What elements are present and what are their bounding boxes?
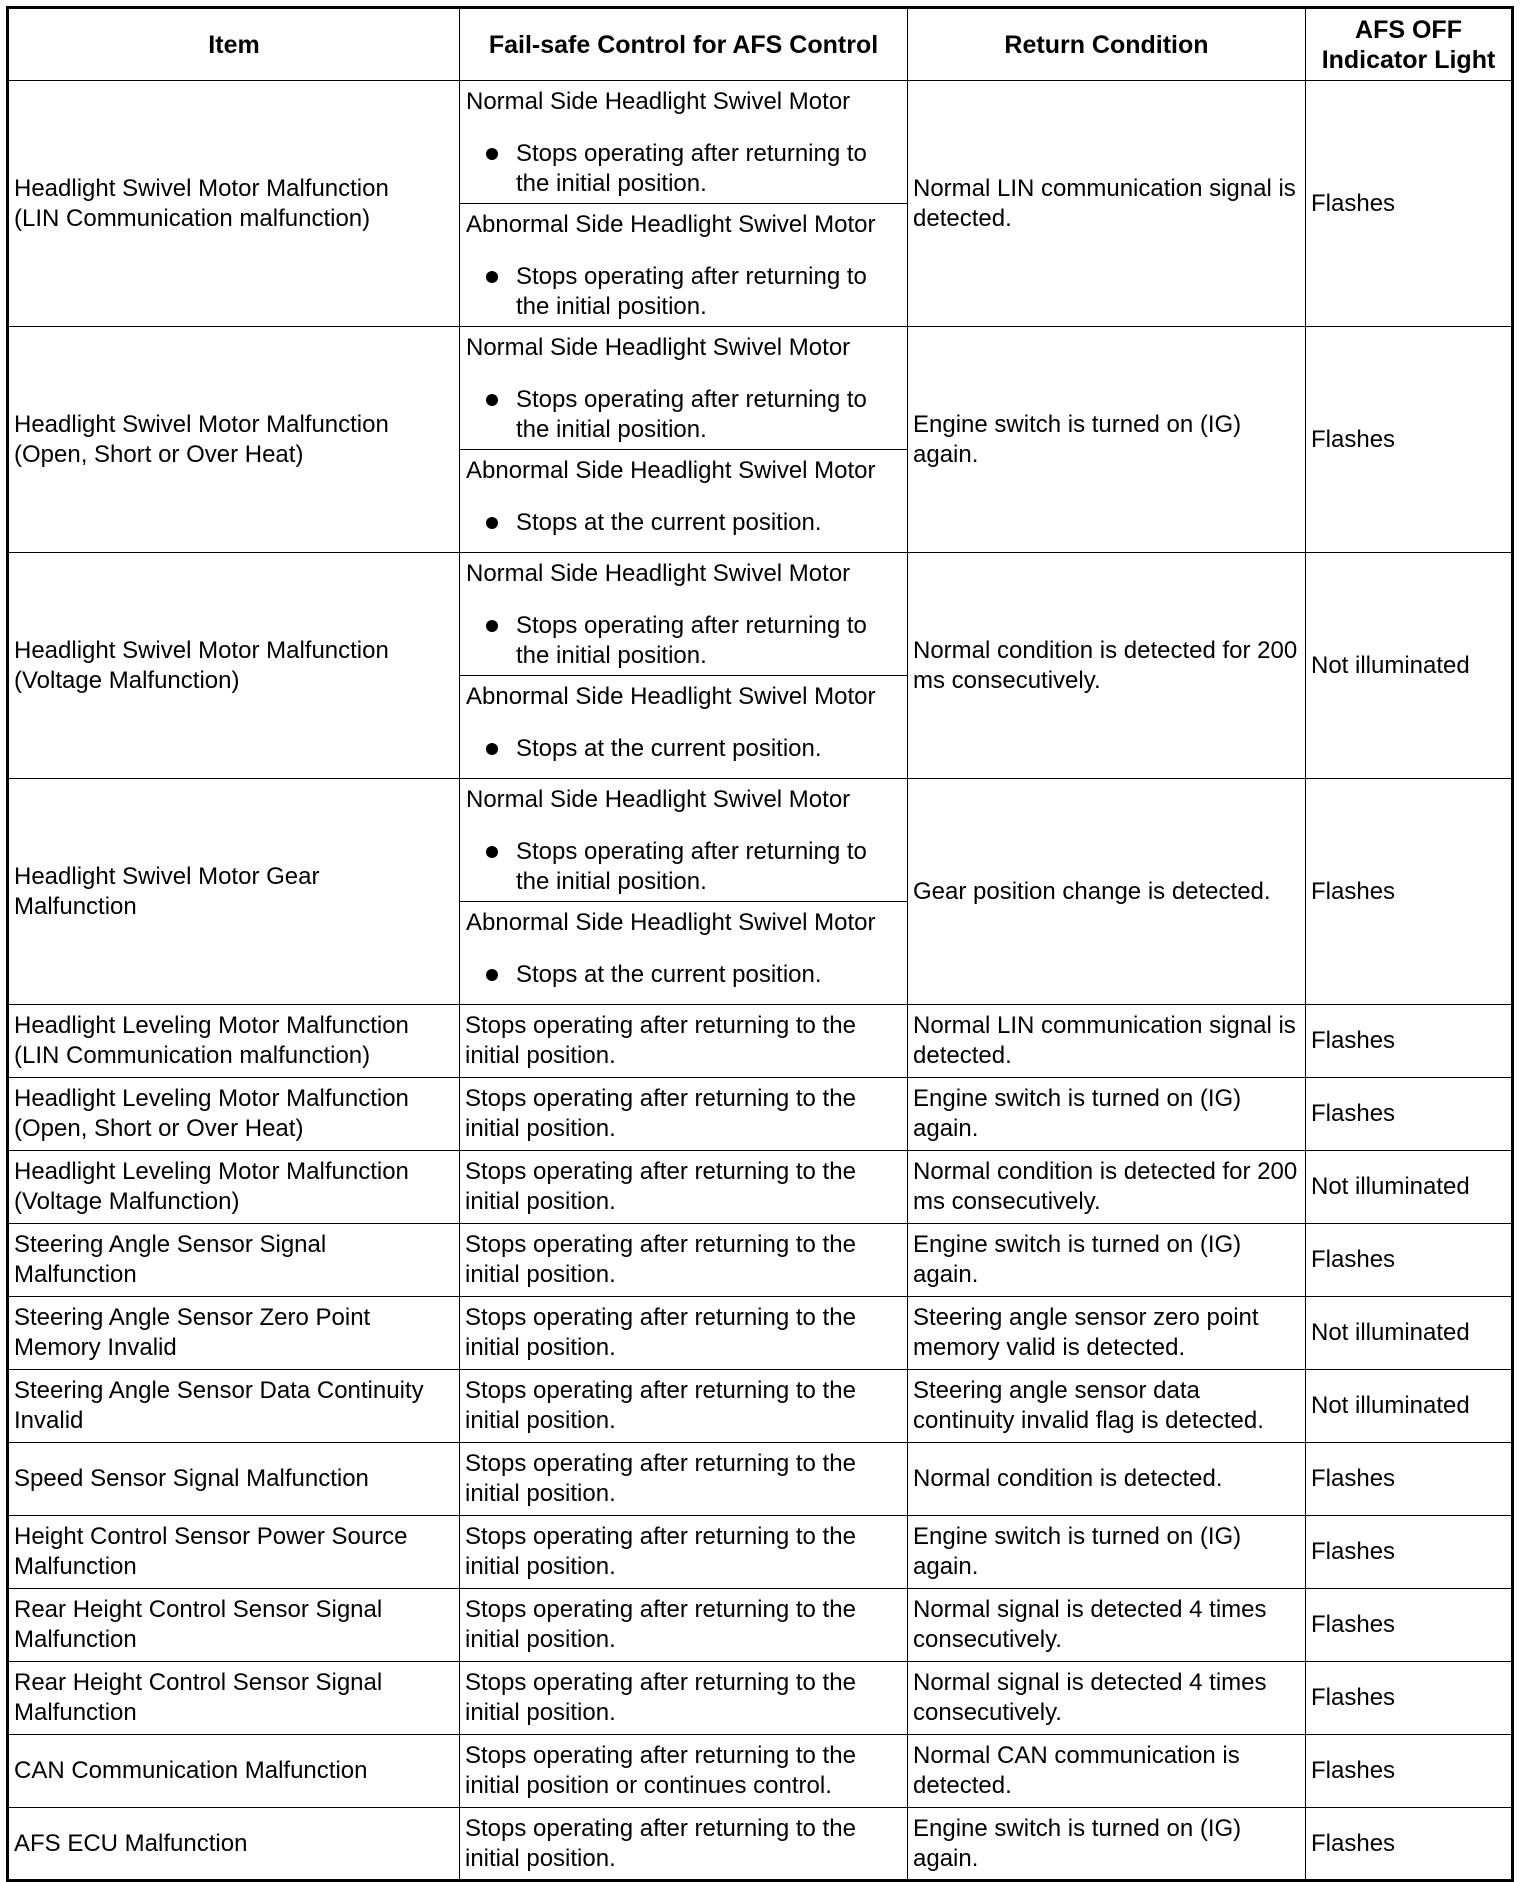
failsafe-cell: Stops operating after returning to the initial position or continues control. <box>460 1735 908 1808</box>
indicator-cell: Flashes <box>1306 81 1513 327</box>
return-cell: Normal CAN communication is detected. <box>908 1735 1306 1808</box>
item-cell <box>8 779 460 1005</box>
indicator-cell: Flashes <box>1306 1224 1513 1297</box>
bullet-icon <box>486 620 498 632</box>
item-line1: Headlight Swivel Motor Malfunction <box>14 410 389 438</box>
failsafe-table <box>6 6 1514 1882</box>
item-cell: Rear Height Control Sensor Signal Malfunction <box>8 1662 460 1735</box>
indicator-cell: Flashes <box>1306 1516 1513 1589</box>
item-line2: (Voltage Malfunction) <box>14 666 240 694</box>
abnormal-side-block <box>460 203 907 326</box>
header-indicator <box>1306 8 1513 81</box>
normal-side-title: Normal Side Headlight Swivel Motor <box>466 334 851 361</box>
header-indicator-line1: AFS OFF <box>1355 15 1462 44</box>
indicator-cell: Flashes <box>1306 327 1513 553</box>
normal-side-title: Normal Side Headlight Swivel Motor <box>466 88 851 115</box>
return-cell: Normal condition is detected for 200 ms consecutively. <box>908 553 1306 779</box>
return-cell: Normal condition is detected for 200 ms consecutively. <box>908 1151 1306 1224</box>
item-cell: Steering Angle Sensor Zero Point Memory Invalid <box>8 1297 460 1370</box>
table-row <box>8 1224 1513 1297</box>
return-cell: Engine switch is turned on (IG) again. <box>908 1808 1306 1881</box>
abnormal-side-block <box>460 449 907 552</box>
failsafe-cell <box>460 327 908 553</box>
header-item: Item <box>8 8 460 81</box>
bullet-icon <box>486 969 498 981</box>
indicator-cell: Flashes <box>1306 1735 1513 1808</box>
return-cell: Gear position change is detected. <box>908 779 1306 1005</box>
abnormal-side-title: Abnormal Side Headlight Swivel Motor <box>466 211 876 238</box>
indicator-cell: Flashes <box>1306 1078 1513 1151</box>
indicator-cell: Not illuminated <box>1306 1370 1513 1443</box>
indicator-cell: Flashes <box>1306 779 1513 1005</box>
abnormal-side-action: Stops operating after returning to the initial position. <box>516 263 867 320</box>
normal-side-block <box>460 779 907 901</box>
table-row <box>8 1370 1513 1443</box>
table-row <box>8 553 1513 779</box>
header-indicator-line2: Indicator Light <box>1321 45 1496 74</box>
bullet-icon <box>486 148 498 160</box>
item-cell: AFS ECU Malfunction <box>8 1808 460 1881</box>
item-cell: Steering Angle Sensor Signal Malfunction <box>8 1224 460 1297</box>
table-row <box>8 327 1513 553</box>
item-cell: CAN Communication Malfunction <box>8 1735 460 1808</box>
return-cell: Steering angle sensor data continuity invalid flag is detected. <box>908 1370 1306 1443</box>
indicator-cell: Flashes <box>1306 1808 1513 1881</box>
return-cell: Normal signal is detected 4 times consecutively. <box>908 1662 1306 1735</box>
normal-side-title: Normal Side Headlight Swivel Motor <box>466 560 851 587</box>
item-line1: Headlight Swivel Motor Gear <box>14 862 320 890</box>
normal-side-block <box>460 327 907 449</box>
return-cell: Engine switch is turned on (IG) again. <box>908 1516 1306 1589</box>
return-cell: Normal signal is detected 4 times consecutively. <box>908 1589 1306 1662</box>
abnormal-side-block <box>460 675 907 778</box>
table-row <box>8 1662 1513 1735</box>
return-cell: Steering angle sensor zero point memory valid is detected. <box>908 1297 1306 1370</box>
return-cell: Engine switch is turned on (IG) again. <box>908 327 1306 553</box>
table-row <box>8 1516 1513 1589</box>
item-cell: Speed Sensor Signal Malfunction <box>8 1443 460 1516</box>
item-cell: Headlight Leveling Motor Malfunction (Voltage Malfunction) <box>8 1151 460 1224</box>
failsafe-cell: Stops operating after returning to the initial position. <box>460 1370 908 1443</box>
failsafe-cell <box>460 553 908 779</box>
item-cell <box>8 81 460 327</box>
abnormal-side-action: Stops at the current position. <box>516 961 822 988</box>
table-row <box>8 1735 1513 1808</box>
normal-side-title: Normal Side Headlight Swivel Motor <box>466 786 851 813</box>
table-row <box>8 1078 1513 1151</box>
return-cell: Normal LIN communication signal is detected. <box>908 81 1306 327</box>
header-return-condition: Return Condition <box>908 8 1306 81</box>
item-line1: Headlight Swivel Motor Malfunction <box>14 174 389 202</box>
item-cell: Headlight Leveling Motor Malfunction (Open, Short or Over Heat) <box>8 1078 460 1151</box>
normal-side-action: Stops operating after returning to the initial position. <box>516 838 867 895</box>
indicator-cell: Not illuminated <box>1306 1151 1513 1224</box>
header-failsafe: Fail-safe Control for AFS Control <box>460 8 908 81</box>
failsafe-cell: Stops operating after returning to the initial position. <box>460 1662 908 1735</box>
return-cell: Normal condition is detected. <box>908 1443 1306 1516</box>
normal-side-action: Stops operating after returning to the initial position. <box>516 386 867 443</box>
failsafe-cell: Stops operating after returning to the initial position. <box>460 1151 908 1224</box>
table-row <box>8 81 1513 327</box>
failsafe-cell <box>460 81 908 327</box>
abnormal-side-block <box>460 901 907 1004</box>
abnormal-side-title: Abnormal Side Headlight Swivel Motor <box>466 683 876 710</box>
failsafe-cell: Stops operating after returning to the initial position. <box>460 1297 908 1370</box>
abnormal-side-action: Stops at the current position. <box>516 509 822 536</box>
item-cell: Headlight Leveling Motor Malfunction (LIN Communication malfunction) <box>8 1005 460 1078</box>
header-row <box>8 8 1513 81</box>
indicator-cell: Not illuminated <box>1306 553 1513 779</box>
table-row <box>8 1297 1513 1370</box>
bullet-icon <box>486 271 498 283</box>
indicator-cell: Flashes <box>1306 1589 1513 1662</box>
abnormal-side-action: Stops at the current position. <box>516 735 822 762</box>
item-cell <box>8 553 460 779</box>
table-row <box>8 1005 1513 1078</box>
normal-side-action: Stops operating after returning to the initial position. <box>516 140 867 197</box>
table-row <box>8 1808 1513 1881</box>
failsafe-cell: Stops operating after returning to the initial position. <box>460 1443 908 1516</box>
failsafe-cell: Stops operating after returning to the initial position. <box>460 1589 908 1662</box>
table-row <box>8 1151 1513 1224</box>
failsafe-cell: Stops operating after returning to the initial position. <box>460 1808 908 1881</box>
indicator-cell: Not illuminated <box>1306 1297 1513 1370</box>
return-cell: Engine switch is turned on (IG) again. <box>908 1078 1306 1151</box>
bullet-icon <box>486 517 498 529</box>
normal-side-block <box>460 553 907 675</box>
failsafe-cell <box>460 779 908 1005</box>
normal-side-block <box>460 81 907 203</box>
item-line2: (LIN Communication malfunction) <box>14 204 371 232</box>
item-cell <box>8 327 460 553</box>
return-cell: Engine switch is turned on (IG) again. <box>908 1224 1306 1297</box>
item-line1: Headlight Swivel Motor Malfunction <box>14 636 389 664</box>
item-line2: Malfunction <box>14 892 137 920</box>
table-row <box>8 1589 1513 1662</box>
failsafe-cell: Stops operating after returning to the initial position. <box>460 1516 908 1589</box>
return-cell: Normal LIN communication signal is detected. <box>908 1005 1306 1078</box>
item-cell: Rear Height Control Sensor Signal Malfunction <box>8 1589 460 1662</box>
bullet-icon <box>486 846 498 858</box>
failsafe-cell: Stops operating after returning to the initial position. <box>460 1078 908 1151</box>
indicator-cell: Flashes <box>1306 1443 1513 1516</box>
indicator-cell: Flashes <box>1306 1005 1513 1078</box>
item-cell: Height Control Sensor Power Source Malfunction <box>8 1516 460 1589</box>
failsafe-cell: Stops operating after returning to the initial position. <box>460 1005 908 1078</box>
table-row <box>8 1443 1513 1516</box>
table-row <box>8 779 1513 1005</box>
abnormal-side-title: Abnormal Side Headlight Swivel Motor <box>466 909 876 936</box>
failsafe-cell: Stops operating after returning to the initial position. <box>460 1224 908 1297</box>
bullet-icon <box>486 394 498 406</box>
item-line2: (Open, Short or Over Heat) <box>14 440 304 468</box>
bullet-icon <box>486 743 498 755</box>
indicator-cell: Flashes <box>1306 1662 1513 1735</box>
item-cell: Steering Angle Sensor Data Continuity Invalid <box>8 1370 460 1443</box>
normal-side-action: Stops operating after returning to the initial position. <box>516 612 867 669</box>
abnormal-side-title: Abnormal Side Headlight Swivel Motor <box>466 457 876 484</box>
